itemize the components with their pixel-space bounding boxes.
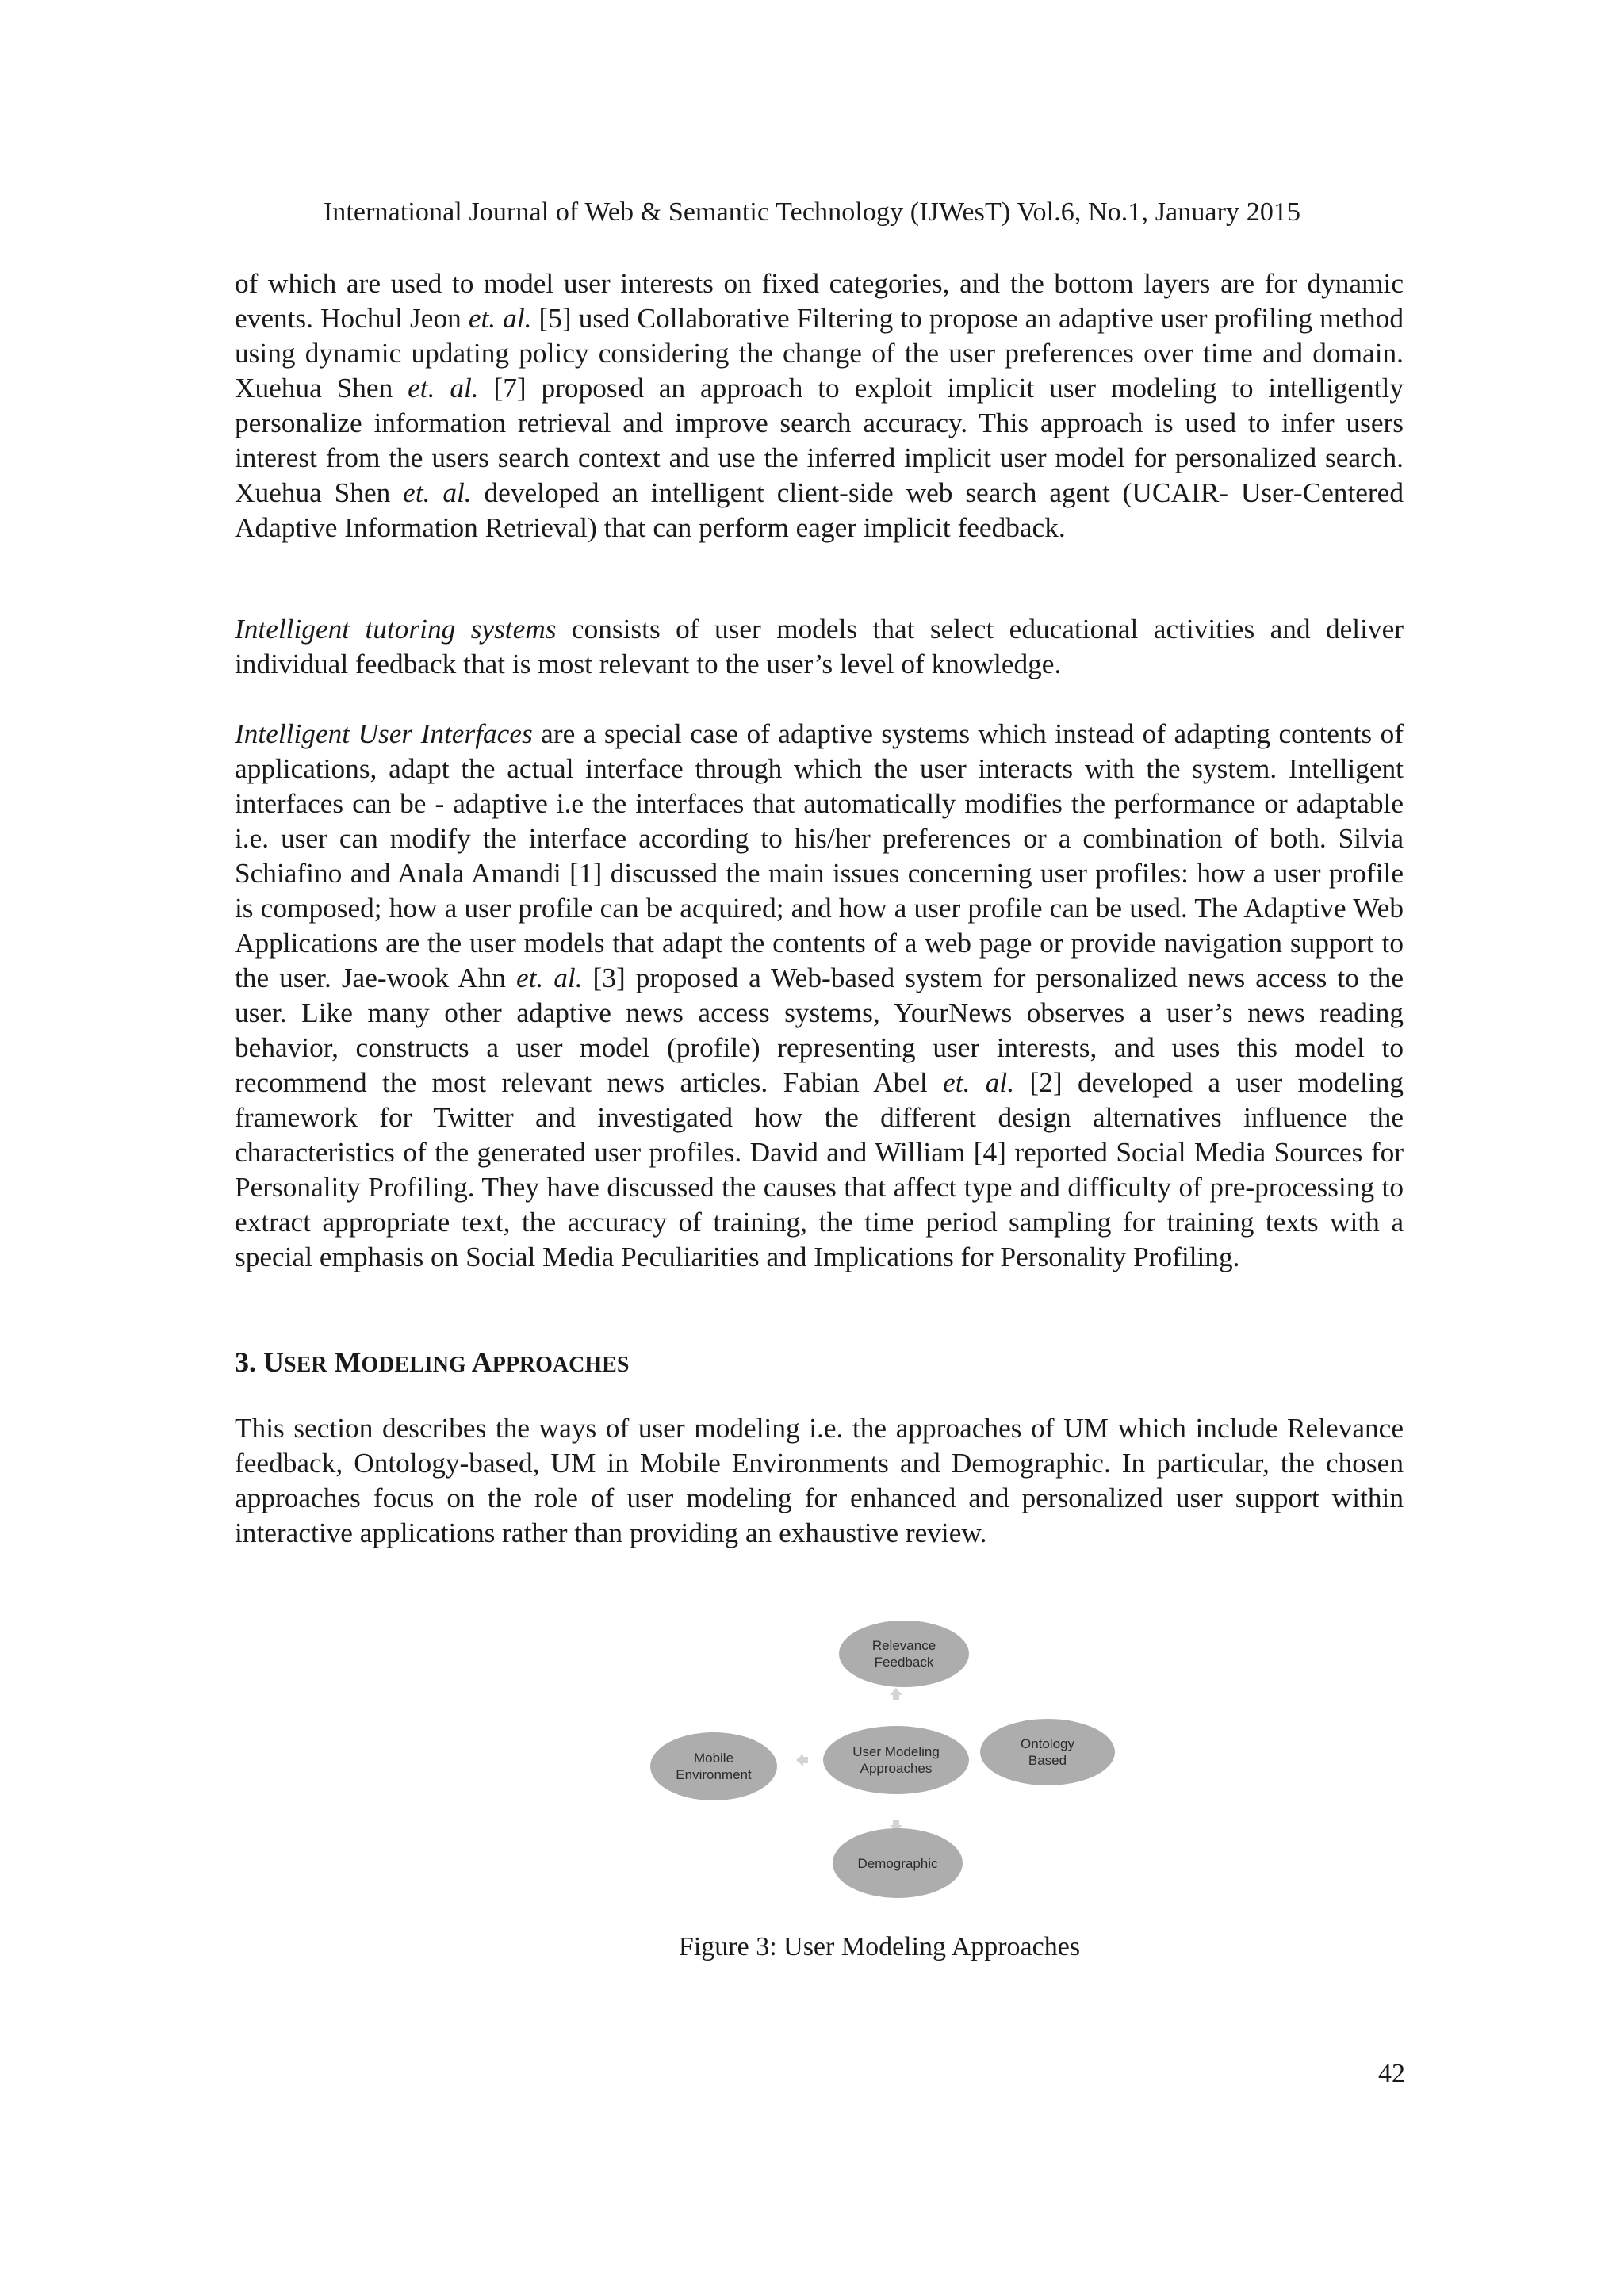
body-paragraph-2 — [235, 612, 1404, 682]
p1-text-1: of which are used to model user interests on fixed categories, and the bottom layers are for dynamic events. Hochul Jeon — [235, 268, 1404, 334]
p1-et-al-2: et. al. — [408, 373, 479, 404]
p1-et-al-3: et. al. — [403, 477, 472, 508]
section-number: 3. — [235, 1346, 256, 1378]
approaches-diagram — [650, 1617, 1142, 1903]
node-relevance-feedback-label-1: Relevance — [871, 1638, 936, 1653]
p1-text-3: [7] proposed an approach to exploit implicit user modeling to intelligently personalize information retrieval and improve search accuracy. This approach is used to infer users interest from the users search context and use the inferred implicit user model for personalized search. Xuehua Shen — [235, 373, 1404, 508]
p3-term-user-interfaces: Intelligent User Interfaces — [235, 718, 533, 749]
heading-cap-a: A — [471, 1346, 492, 1378]
node-center-label-2: Approaches — [860, 1761, 933, 1776]
node-demographic — [833, 1828, 963, 1898]
heading-cap-m: M — [334, 1346, 362, 1378]
running-header: International Journal of Web & Semantic Technology (IJWesT) Vol.6, No.1, January 2015 — [323, 197, 1301, 227]
p3-text-2: [3] proposed a Web-based system for personalized news access to the user. Like many other adaptive news access systems, YourNews observes a user’s news reading behavior, constructs a user model (profile) representing user interests, and uses this model to recommend the most relevant news articles. Fabian Abel — [235, 962, 1404, 1098]
body-paragraph-3 — [235, 717, 1404, 1275]
node-mobile-label-1: Mobile — [693, 1751, 734, 1766]
node-mobile-label-2: Environment — [676, 1767, 752, 1782]
body-paragraph-1 — [235, 266, 1404, 545]
node-mobile-environment — [650, 1732, 777, 1800]
figure-caption: Figure 3: User Modeling Approaches — [678, 1932, 1081, 1961]
node-demographic-label: Demographic — [857, 1856, 938, 1871]
heading-rest-odeling: ODELING — [361, 1353, 466, 1377]
node-relevance-feedback — [839, 1621, 969, 1687]
p3-et-al-2: et. al. — [943, 1067, 1015, 1098]
node-ontology-based — [980, 1719, 1115, 1785]
arrow-up-icon — [890, 1688, 902, 1700]
p3-text-3: [2] developed a user modeling framework for Twitter and investigated how the different design alternatives influence the characteristics of the generated user profiles. David and William [4] reported Social Media Sources for Personality Profiling. They have discussed the causes that affect type and difficulty of pre-processing to extract appropriate text, the accuracy of training, the time period sampling for training texts with a special emphasis on Social Media Peculiarities and Implications for Personality Profiling. — [235, 1067, 1404, 1272]
p1-text-2: [5] used Collaborative Filtering to propose an adaptive user profiling method using dynamic updating policy considering the change of the user preferences over time and domain. Xuehua Shen — [235, 303, 1404, 404]
node-ontology-label-2: Based — [1028, 1753, 1067, 1768]
heading-rest-pproaches: PPROACHES — [492, 1353, 630, 1377]
p1-text-4: developed an intelligent client-side web search agent (UCAIR- User-Centered Adaptive Information Retrieval) that can perform eager implicit feedback. — [235, 477, 1404, 543]
p2-text-1: consists of user models that select educational activities and deliver individual feedback that is most relevant to the user’s level of knowledge. — [235, 614, 1404, 679]
p3-text-1: are a special case of adaptive systems which instead of adapting contents of applications, adapt the actual interface through which the user interacts with the system. Intelligent interfaces can be - adaptive i.e the interfaces that automatically modifies the performance or adaptable i.e. user can modify the interface according to his/her preferences or a combination of both. Silvia Schiafino and Anala Amandi [1] discussed the main issues concerning user profiles: how a user profile is composed; how a user profile can be acquired; and how a user profile can be used. The Adaptive Web Applications are the user models that adapt the contents of a web page or provide navigation support to the user. Jae-wook Ahn — [235, 718, 1404, 993]
node-center-label-1: User Modeling — [852, 1744, 940, 1759]
heading-cap-u: U — [263, 1346, 284, 1378]
p1-et-al-1: et. al. — [468, 303, 532, 334]
node-user-modeling-approaches — [823, 1726, 969, 1794]
page-number: 42 — [1378, 2059, 1405, 2088]
p4-text: This section describes the ways of user modeling i.e. the approaches of UM which include Relevance feedback, Ontology-based, UM in Mobile Environments and Demographic. In particular, the chosen approaches focus on the role of user modeling for enhanced and personalized user support within interactive applications rather than providing an exhaustive review. — [235, 1413, 1404, 1548]
p3-et-al-1: et. al. — [515, 962, 583, 993]
node-ontology-label-1: Ontology — [1020, 1736, 1075, 1751]
arrow-left-icon — [796, 1754, 808, 1766]
body-paragraph-4 — [235, 1411, 1404, 1551]
section-heading — [235, 1345, 629, 1383]
heading-rest-ser: SER — [284, 1353, 327, 1377]
node-relevance-feedback-label-2: Feedback — [874, 1655, 934, 1670]
p2-term-tutoring-systems: Intelligent tutoring systems — [235, 614, 557, 645]
